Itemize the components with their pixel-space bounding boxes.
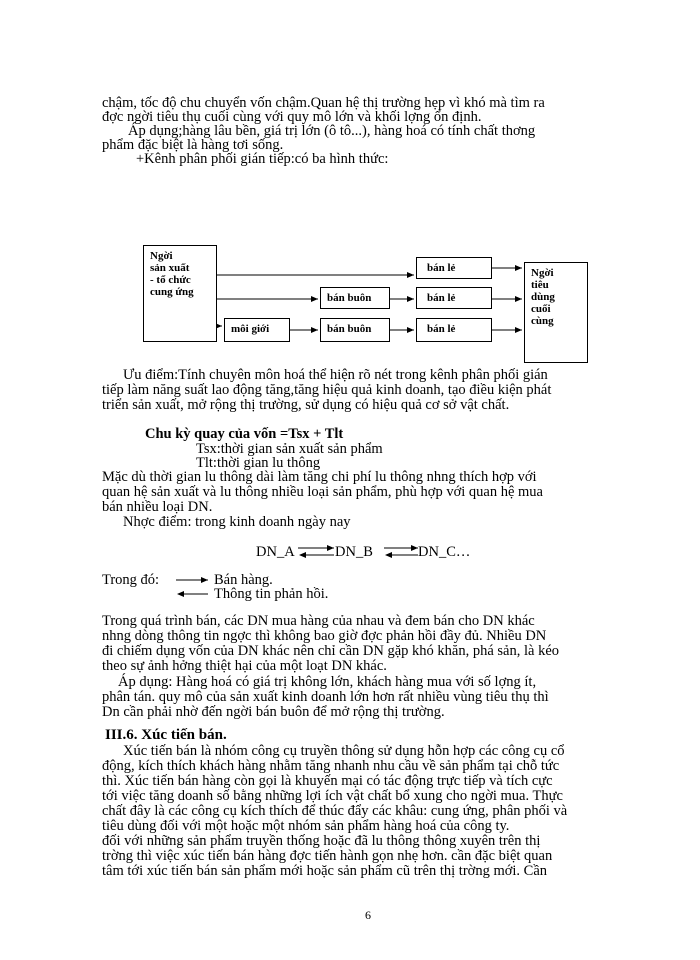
text-line: đối với những sản phẩm truyền thống hoặc đã lu thông thông xuyên trên thị	[102, 833, 541, 849]
text-line: Xúc tiến bán là nhóm công cụ truyền thông sử dụng hỗn hợp các công cụ cổ	[123, 743, 565, 759]
legend-label: Thông tin phản hồi.	[214, 586, 329, 602]
retail-box: bán lẻ	[416, 287, 492, 309]
text-line: tâm tới xúc tiến bán sản phẩm mới hoặc sản phẩm cũ trên thị trờng mới. Cần	[102, 863, 548, 879]
text-line: chất đây là các công cụ kích thích để thúc đẩy các khâu: cung ứng, phân phối và	[102, 803, 568, 819]
consumer-box: Ngời tiêu dùng cuối cùng	[524, 262, 588, 363]
text-line: phẩm đặc biệt là hàng tơi sống.	[102, 137, 284, 153]
formula-title: Chu kỳ quay của vốn =Tsx + Tlt	[145, 426, 344, 442]
formula-definition: Tlt:thời gian lu thông	[196, 455, 321, 471]
text-line: +Kênh phân phối gián tiếp:có ba hình thức:	[136, 151, 389, 167]
text-line: đi chiếm dụng vốn của DN khác nên chỉ cần DN gặp khó khăn, phá sản, là kéo	[102, 643, 560, 659]
broker-box: môi giới	[224, 318, 290, 342]
text-line: Áp dụng: Hàng hoá có giá trị không lớn, khách hàng mua với số lợng ít,	[118, 674, 537, 690]
wholesale-box: bán buôn	[320, 318, 390, 342]
text-line: Ưu điểm:Tính chuyên môn hoá thể hiện rõ nét trong kênh phân phối gián	[123, 367, 548, 383]
dn-label: DN_B	[335, 544, 373, 560]
text-line: phân tán. quy mô của sản xuất kinh doanh lớn hơn rất nhiều vùng tiêu thụ thì	[102, 689, 549, 705]
section-title: III.6. Xúc tiến bán.	[105, 727, 227, 743]
text-line: tiếp làm năng suất lao động tăng,tăng hiệu quả kinh doanh, tạo điều kiện phát	[102, 382, 552, 398]
text-line: Nhợc điểm: trong kinh doanh ngày nay	[123, 514, 351, 530]
legend-label: Bán hàng.	[214, 572, 273, 588]
text-line: thì. Xúc tiến bán hàng còn gọi là khuyến mại có tác động trực tiếp và tích cực	[102, 773, 553, 789]
page-number: 6	[365, 908, 371, 922]
text-line: Dn cần phải nhờ đến ngời bán buôn để mở rộng thị trường.	[102, 704, 445, 720]
text-line: đợc ngời tiêu thụ cuối cùng với quy mô lớn và khối lợng ổn định.	[102, 109, 482, 125]
retail-box: bán lẻ	[416, 318, 492, 342]
legend-label: Trong đó:	[102, 572, 160, 588]
text-line: Áp dụng;hàng lâu bền, giá trị lớn (ô tô...), hàng hoá có tính chất thơng	[128, 123, 536, 139]
text-line: theo sự ảnh hởng thiệt hại của một loạt DN khác.	[102, 658, 387, 674]
text-line: bán nhiều loại DN.	[102, 499, 213, 515]
dn-label: DN_C…	[418, 544, 471, 560]
text-line: tới việc tăng doanh số bằng những lợi ích vật chất bổ xung cho ngời mua. Thực	[102, 788, 563, 804]
text-line: nhng dòng thông tin ngợc thì không bao giờ đợc phản hồi đầy đủ. Nhiều DN	[102, 628, 547, 644]
text-line: Mặc dù thời gian lu thông dài làm tăng chi phí lu thông nhng thích hợp với	[102, 469, 537, 485]
producer-box: Ngời sản xuất - tổ chức cung ứng	[143, 245, 217, 342]
retail-box: bán lẻ	[416, 257, 492, 279]
text-line: tiêu dùng đối với một hoặc một nhóm sản phẩm hàng hoá của công ty.	[102, 818, 510, 834]
text-line: Trong quá trình bán, các DN mua hàng của nhau và đem bán cho DN khác	[102, 613, 535, 629]
dn-label: DN_A	[256, 544, 295, 560]
text-line: quan hệ sản xuất và lu thông nhiều loại sản phẩm, phù hợp với quan hệ mua	[102, 484, 543, 500]
text-line: động, kích thích khách hàng nhằm tăng nhanh nhu cầu về sản phẩm tại chỗ tức	[102, 758, 560, 774]
text-line: trờng thì việc xúc tiến bán hàng đợc tiến hành gọn nhẹ hơn. cần đặc biệt quan	[102, 848, 553, 864]
formula-definition: Tsx:thời gian sản xuất sản phẩm	[196, 441, 383, 457]
text-line: chậm, tốc độ chu chuyển vốn chậm.Quan hệ thị trường hẹp vì khó mà tìm ra	[102, 95, 545, 111]
wholesale-box: bán buôn	[320, 287, 390, 309]
text-line: triển sản xuất, mở rộng thị trường, sử dụng có hiệu quả cơ sở vật chất.	[102, 397, 510, 413]
